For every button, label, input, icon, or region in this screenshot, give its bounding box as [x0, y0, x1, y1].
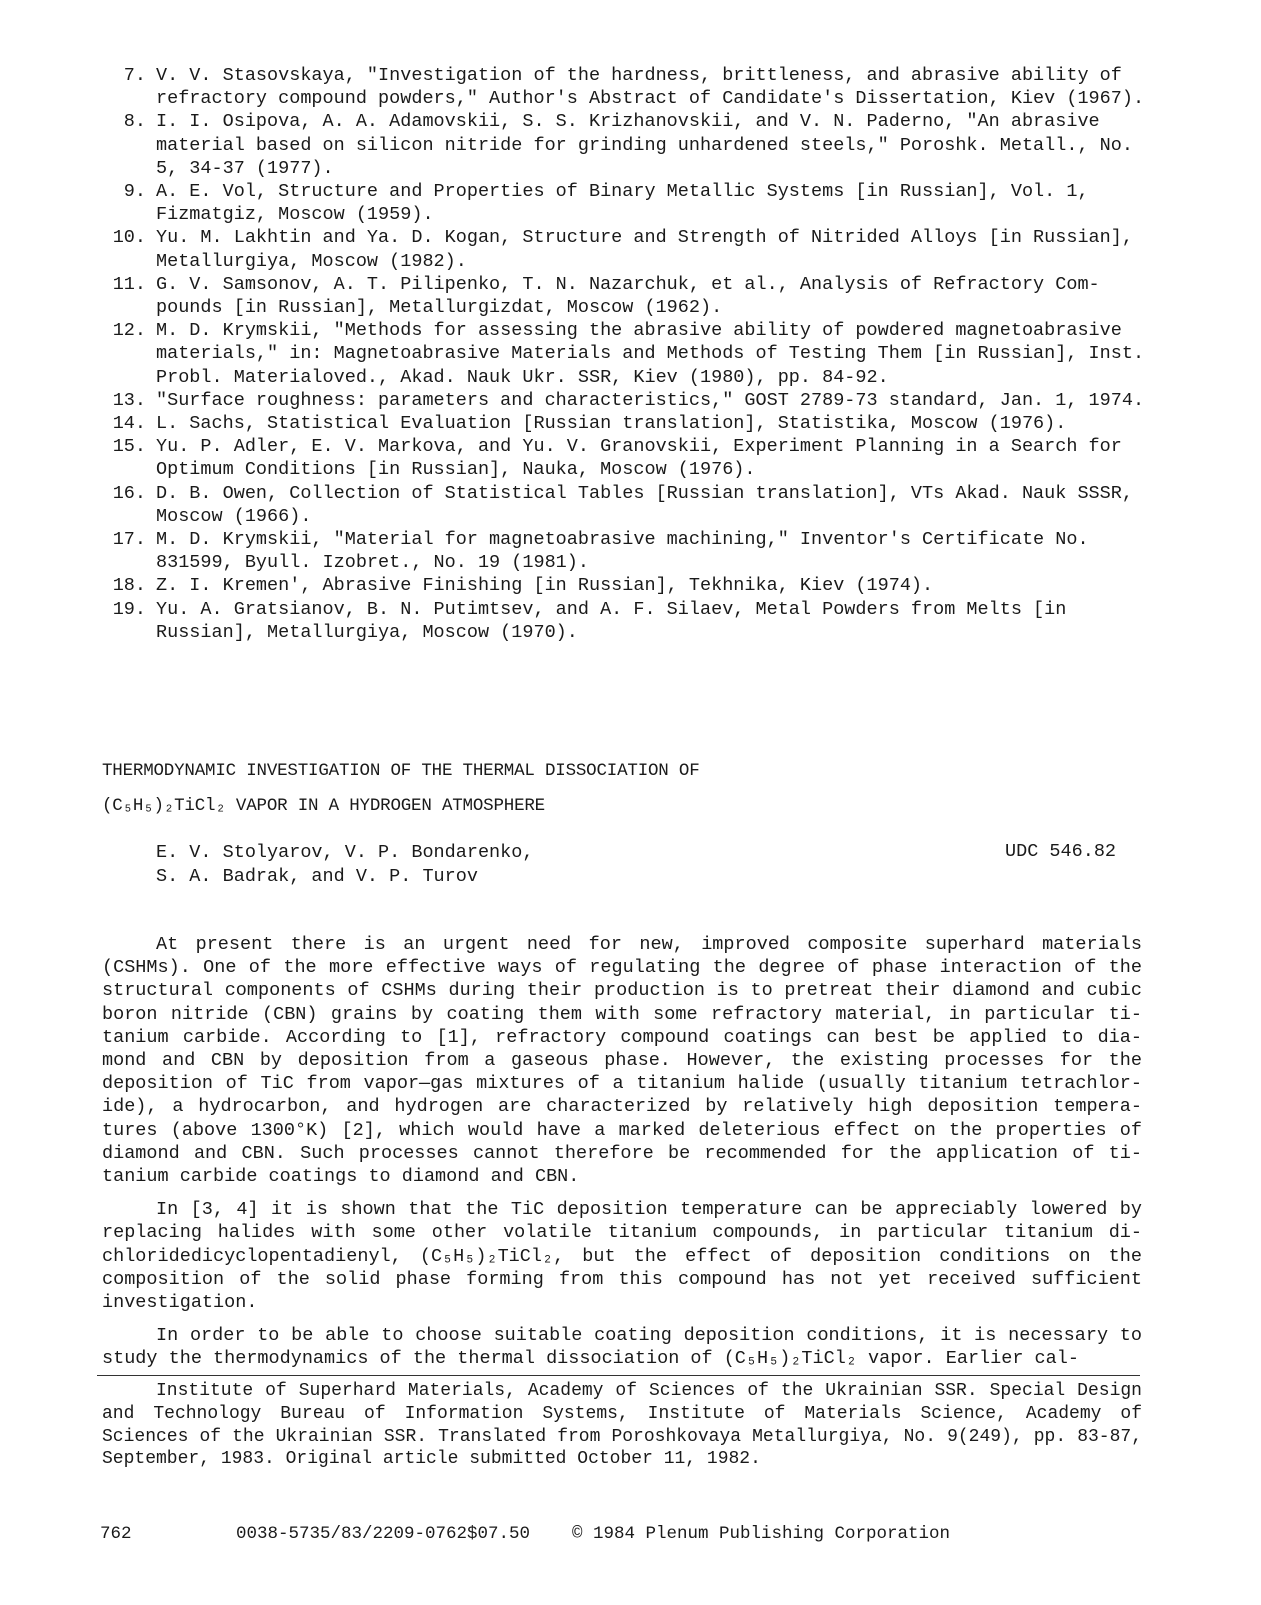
reference-item [102, 435, 1162, 481]
reference-text: L. Sachs, Statistical Evaluation [Russian translation], Statistika, Moscow (1976). [156, 413, 1067, 435]
reference-item [102, 389, 1162, 412]
article-authors: E. V. Stolyarov, V. P. Bondarenko, S. A. Badrak, and V. P. Turov [156, 842, 534, 887]
article-body [102, 933, 1142, 1381]
reference-item [102, 110, 1162, 180]
body-paragraph: In order to be able to choose suitable coating deposition conditions, it is necessary to study the thermodynamics of the thermal dissociation of (C₅H₅)₂TiCl₂ vapor. Earlier cal- [102, 1325, 1142, 1370]
reference-item [102, 574, 1162, 597]
reference-item [102, 273, 1162, 319]
reference-item [102, 528, 1162, 574]
reference-number: 14. [112, 413, 146, 435]
reference-text: I. I. Osipova, A. A. Adamovskii, S. S. Krizhanovskii, and V. N. Paderno, "An abrasive material based on silicon nitride for grinding unhardened steels," Poroshk. Metall., No. 5, 34-37 (1977). [156, 111, 1145, 179]
reference-number: 15. [112, 436, 146, 458]
reference-item [102, 226, 1162, 272]
reference-item [102, 319, 1162, 389]
reference-number: 16. [112, 482, 146, 504]
reference-text: Yu. M. Lakhtin and Ya. D. Kogan, Structure and Strength of Nitrided Alloys [in Russian], Metallurgiya, Moscow (1982). [156, 227, 1145, 272]
body-paragraph: At present there is an urgent need for new, improved composite superhard materials (CSHMs). One of the more effective ways of regulating the degree of phase interaction of the structural components of CSHMs during their production is to pretreat their diamond and cubic boron nitride (CBN) grains by coating them with some refractory material, in particular ti-tanium carbide. According to [1], refractory compound coatings can best be applied to dia-mond and CBN by deposition from a gaseous phase. However, the existing processes for the deposition of TiC from vapor—gas mixtures of a titanium halide (usually titanium tetrachlor-ide), a hydrocarbon, and hydrogen are characterized by relatively high deposition tempera-tures (above 1300°K) [2], which would have a marked deleterious effect on the properties of diamond and CBN. Such processes cannot therefore be recommended for the application of ti-tanium carbide coatings to diamond and CBN. [102, 934, 1142, 1188]
reference-text: "Surface roughness: parameters and characteristics," GOST 2789-73 standard, Jan. 1, 1974. [156, 389, 1145, 411]
reference-number: 18. [112, 575, 146, 597]
reference-text: V. V. Stasovskaya, "Investigation of the hardness, brittleness, and abrasive ability of refractory compound powders," Author's Abstract of Candidate's Dissertation, Kiev (1967). [156, 65, 1145, 110]
reference-number: 12. [112, 320, 146, 342]
reference-item [102, 180, 1162, 226]
footnote-divider [97, 1375, 1140, 1376]
reference-number: 9. [123, 181, 146, 203]
reference-number: 11. [112, 273, 146, 295]
reference-list [102, 64, 1162, 644]
reference-number: 19. [112, 598, 146, 620]
reference-number: 10. [112, 227, 146, 249]
reference-number: 7. [123, 65, 146, 86]
reference-text: Z. I. Kremen', Abrasive Finishing [in Russian], Tekhnika, Kiev (1974). [156, 575, 934, 597]
reference-item [102, 412, 1162, 435]
reference-item [102, 598, 1162, 644]
reference-text: A. E. Vol, Structure and Properties of Binary Metallic Systems [in Russian], Vol. 1, Fizmatgiz, Moscow (1959). [156, 181, 1100, 226]
affiliation-footnote: Institute of Superhard Materials, Academy of Sciences of the Ukrainian SSR. Special Design and Technology Bureau of Information Systems, Institute of Materials Science, Academy of Sciences of the Ukrainian SSR. Translated from Poroshkovaya Metallurgiya, No. 9(249), pp. 83-87, September, 1983. Original article submitted October 11, 1982. [102, 1381, 1142, 1470]
reference-number: 17. [112, 529, 146, 551]
reference-item [102, 482, 1162, 528]
reference-text: G. V. Samsonov, A. T. Pilipenko, T. N. Nazarchuk, et al., Analysis of Refractory Com-pounds [in Russian], Metallurgizdat, Moscow (1962). [156, 273, 1100, 319]
page-number: 762 [100, 1524, 132, 1544]
article-title-line-2: (C₅H₅)₂TiCl₂ VAPOR IN A HYDROGEN ATMOSPHERE [102, 796, 545, 816]
body-paragraph: In [3, 4] it is shown that the TiC deposition temperature can be appreciably lowered by replacing halides with some other volatile titanium compounds, in particular titanium di-chloridedicyclopentadienyl, (C₅H₅)₂TiCl₂, but the effect of deposition conditions on the composition of the solid phase forming from this compound has not yet received sufficient investigation. [102, 1199, 1142, 1314]
copyright-notice: © 1984 Plenum Publishing Corporation [572, 1524, 951, 1544]
reference-item [102, 64, 1162, 110]
reference-text: M. D. Krymskii, "Methods for assessing the abrasive ability of powdered magnetoabrasive materials," in: Magnetoabrasive Materials and Methods of Testing Them [in Russian], Inst. Probl. Materialoved., Akad. Nauk Ukr. SSR, Kiev (1980), pp. 84-92. [156, 320, 1156, 388]
reference-number: 8. [123, 111, 146, 133]
article-title-line-1: THERMODYNAMIC INVESTIGATION OF THE THERMAL DISSOCIATION OF [102, 761, 700, 781]
reference-text: Yu. A. Gratsianov, B. N. Putimtsev, and A. F. Silaev, Metal Powders from Melts [in Russian], Metallurgiya, Moscow (1970). [156, 598, 1078, 643]
reference-text: Yu. P. Adler, E. V. Markova, and Yu. V. Granovskii, Experiment Planning in a Search for Optimum Conditions [in Russian], Nauka, Moscow (1976). [156, 436, 1133, 481]
reference-number: 13. [112, 389, 146, 411]
reference-text: M. D. Krymskii, "Material for magnetoabrasive machining," Inventor's Certificate No. 831599, Byull. Izobret., No. 19 (1981). [156, 529, 1100, 574]
journal-code: 0038-5735/83/2209-0762$07.50 [236, 1524, 531, 1544]
reference-text: D. B. Owen, Collection of Statistical Tables [Russian translation], VTs Akad. Nauk SSSR, Moscow (1966). [156, 482, 1145, 527]
udc-code: UDC 546.82 [1005, 841, 1117, 862]
